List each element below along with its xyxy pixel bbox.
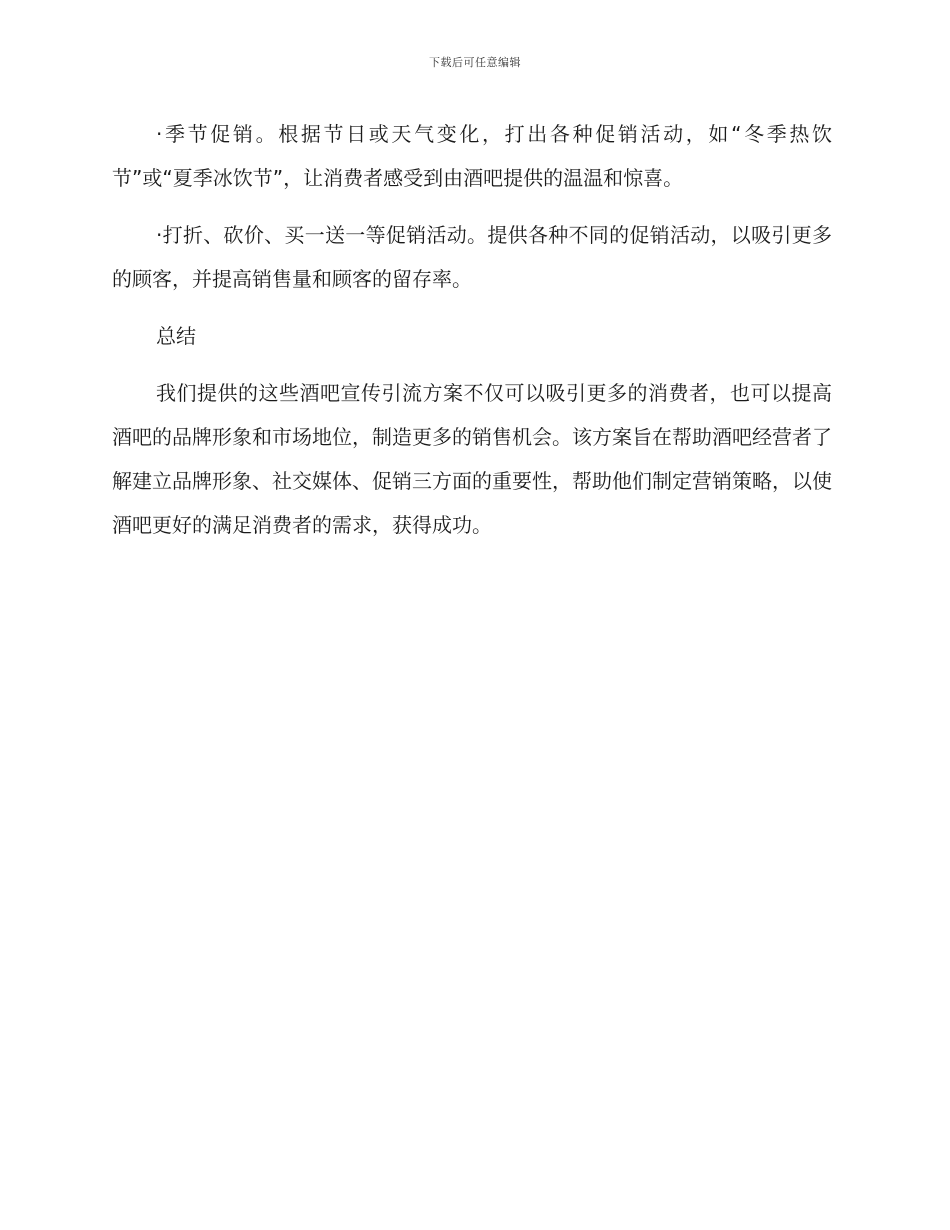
page-header: 下载后可任意编辑 <box>429 56 521 69</box>
document-body <box>112 112 832 560</box>
bullet-seasonal-promotion: ·季节促销。根据节日或天气变化，打出各种促销活动，如“冬季热饮节”或“夏季冰饮节”，让消费者感受到由酒吧提供的温温和惊喜。 <box>112 122 832 190</box>
summary-paragraph: 我们提供的这些酒吧宣传引流方案不仅可以吸引更多的消费者，也可以提高酒吧的品牌形象和市场地位，制造更多的销售机会。该方案旨在帮助酒吧经营者了解建立品牌形象、社交媒体、促销三方面的重要性，帮助他们制定营销策略，以使酒吧更好的满足消费者的需求，获得成功。 <box>112 381 832 537</box>
summary-heading: 总结 <box>156 324 196 348</box>
bullet-discount-promotion: ·打折、砍价、买一送一等促销活动。提供各种不同的促销活动，以吸引更多的顾客，并提高销售量和顾客的留存率。 <box>112 223 832 291</box>
